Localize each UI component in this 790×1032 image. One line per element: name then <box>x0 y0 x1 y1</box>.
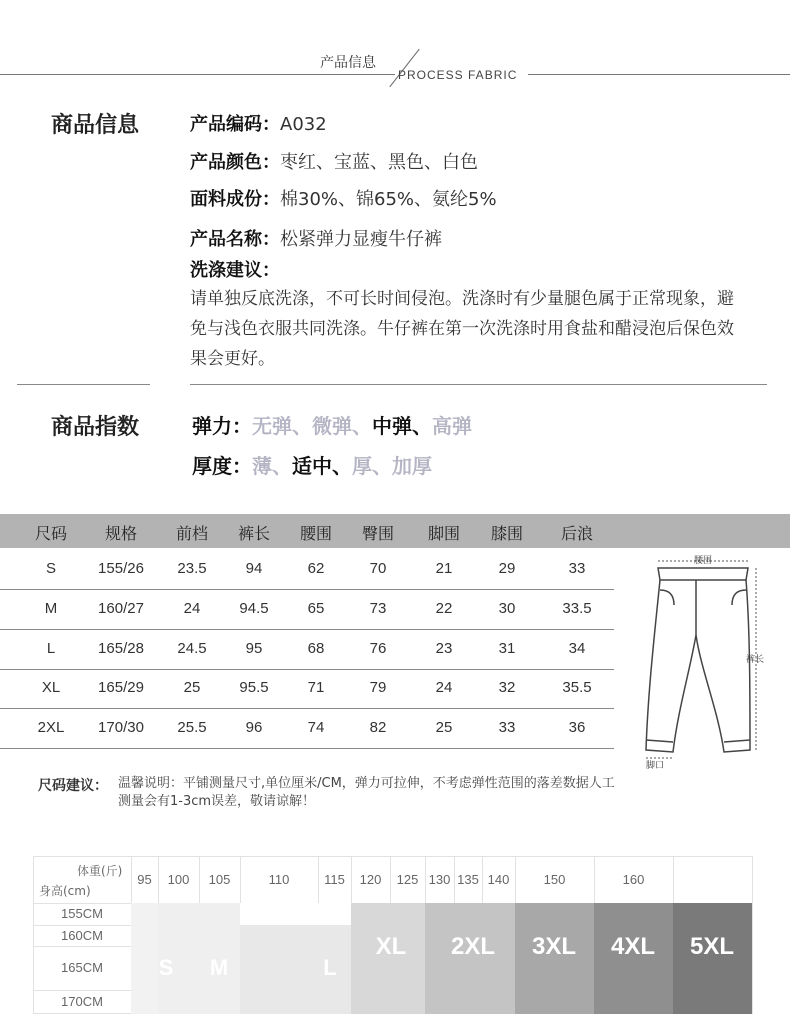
weight-header-cell: 110 <box>268 872 290 887</box>
size-zone-label: 2XL <box>450 933 496 960</box>
size-zone-label: 3XL <box>531 933 577 960</box>
size-table-cell: 24.5 <box>177 639 207 657</box>
size-zone-label: M <box>209 955 229 980</box>
thickness-label: 厚度： <box>192 454 252 478</box>
product-info-title: 商品信息 <box>51 113 140 138</box>
size-table-cell: 62 <box>307 560 325 577</box>
size-table-header-cell: 裤长 <box>237 524 271 543</box>
grid-col-line <box>390 856 391 903</box>
size-zone-label: 5XL <box>689 933 735 960</box>
elasticity-option-selected: 中弹、 <box>372 414 432 438</box>
elasticity-option: 微弹、 <box>312 414 372 438</box>
size-table-cell: 82 <box>369 719 387 737</box>
product-fabric-label: 面料成份： <box>190 189 280 210</box>
elasticity-row <box>192 410 472 439</box>
weight-header-cell: 130 <box>428 872 451 887</box>
size-zone <box>131 903 158 1014</box>
weight-header-cell: 150 <box>543 872 566 887</box>
product-code-label: 产品编码： <box>190 114 280 135</box>
size-zone-label: L <box>323 955 337 980</box>
size-table-cell: 165/29 <box>98 679 144 697</box>
size-table-cell: 33 <box>568 560 586 577</box>
size-zone-label: XL <box>375 933 407 960</box>
size-table-row <box>0 549 614 590</box>
product-name-row <box>190 225 442 251</box>
size-table-cell: 95 <box>245 639 263 657</box>
weight-header-cell: 160 <box>622 872 645 887</box>
weight-header-cell: 140 <box>487 872 510 887</box>
size-table-cell: 24 <box>183 599 201 617</box>
size-table-cell: 96 <box>245 719 263 737</box>
grid-col-line <box>594 856 595 903</box>
thickness-option: 薄、 <box>252 454 292 478</box>
size-table-header-cell: 腰围 <box>299 524 333 543</box>
size-table-row <box>0 668 614 709</box>
size-table-header-cell: 规格 <box>104 524 138 543</box>
grid-col-line <box>673 856 674 903</box>
size-table-cell: XL <box>41 679 61 697</box>
product-index-title: 商品指数 <box>51 415 140 440</box>
size-table-cell: 33 <box>498 719 516 737</box>
grid-col-line <box>158 856 159 903</box>
header-divider-right <box>528 74 790 75</box>
header-title-en: PROCESS FABRIC <box>398 68 518 82</box>
size-table-cell: 25 <box>435 719 453 737</box>
elasticity-option: 无弹、 <box>252 414 312 438</box>
grid-col-line <box>425 856 426 903</box>
weight-header-cell: 100 <box>167 872 190 887</box>
product-fabric-value: 棉30%、锦65%、氨纶5% <box>280 189 497 210</box>
size-table-cell: 24 <box>435 679 453 697</box>
size-table-header-cell: 前档 <box>175 524 209 543</box>
size-table-cell: 30 <box>498 599 516 617</box>
grid-row-line <box>33 925 131 926</box>
weight-header-cell: 120 <box>359 872 382 887</box>
grid-col-line <box>515 856 516 903</box>
weight-header-cell: 115 <box>324 872 345 887</box>
size-table-cell: 33.5 <box>562 599 592 617</box>
product-color-row <box>190 148 478 174</box>
size-table-header-cell: 脚围 <box>427 524 461 543</box>
height-label-cell: 160CM <box>61 928 103 943</box>
size-table-cell: 94 <box>245 560 263 577</box>
size-table-cell: 31 <box>498 639 516 657</box>
size-table-row <box>0 629 614 670</box>
size-table-header-cell: 膝围 <box>490 524 524 543</box>
product-fabric-row <box>190 185 497 211</box>
size-table-cell: 160/27 <box>98 599 144 617</box>
size-table-header-cell: 臀围 <box>361 524 395 543</box>
weight-header-cell: 125 <box>396 872 419 887</box>
product-code-value: A032 <box>280 114 327 135</box>
thickness-row <box>192 450 432 479</box>
size-note-text: 温馨说明：平铺测量尺寸,单位厘米/CM，弹力可拉伸，不考虑弹性范围的落差数据人工测量会有1-3cm误差，敬请谅解！ <box>118 776 615 809</box>
size-table-cell: 25 <box>183 679 201 697</box>
grid-col-line <box>318 856 319 903</box>
pants-diagram <box>638 550 770 772</box>
size-table-header-cell: 尺码 <box>34 524 68 543</box>
size-table-cell: 73 <box>369 599 387 617</box>
diagram-length-label: 裤长 <box>746 655 765 665</box>
size-table-cell: 79 <box>369 679 387 697</box>
size-table-cell: 165/28 <box>98 639 144 657</box>
grid-col-line <box>240 856 241 903</box>
size-table-cell: 71 <box>307 679 325 697</box>
size-table-cell: S <box>45 560 57 577</box>
header-title-cn: 产品信息 <box>320 55 376 71</box>
divider-right <box>190 384 767 385</box>
wash-label-row <box>190 256 280 282</box>
size-table-cell: M <box>44 599 58 617</box>
size-table-cell: L <box>46 639 56 657</box>
size-table-cell: 34 <box>568 639 586 657</box>
header-divider-left <box>0 74 395 75</box>
size-note-label: 尺码建议： <box>38 778 108 794</box>
size-table-cell: 155/26 <box>98 560 144 577</box>
grid-row-line <box>33 903 131 904</box>
size-table-cell: 94.5 <box>239 599 269 617</box>
product-color-label: 产品颜色： <box>190 152 280 173</box>
weight-header-cell: 105 <box>208 872 231 887</box>
size-table-header <box>0 514 790 548</box>
size-zone-label: 4XL <box>610 933 656 960</box>
weight-header-cell: 135 <box>457 872 479 887</box>
size-table-cell: 23 <box>435 639 453 657</box>
size-table-cell: 74 <box>307 719 325 737</box>
size-table-cell: 25.5 <box>177 719 207 737</box>
size-table-row <box>0 589 614 630</box>
height-axis-label: 身高(cm) <box>39 884 91 898</box>
size-table-cell: 21 <box>435 560 453 577</box>
grid-col-line <box>454 856 455 903</box>
size-table-cell: 22 <box>435 599 453 617</box>
size-zone-label: S <box>158 955 174 980</box>
size-table-cell: 2XL <box>37 719 65 737</box>
size-table-cell: 76 <box>369 639 387 657</box>
thickness-option: 厚、 <box>352 454 392 478</box>
product-name-label: 产品名称： <box>190 229 280 250</box>
size-table-cell: 36 <box>568 719 586 737</box>
grid-col-line <box>482 856 483 903</box>
weight-header-cell: 95 <box>137 872 152 887</box>
size-table-cell: 23.5 <box>177 560 207 577</box>
elasticity-label: 弹力： <box>192 414 252 438</box>
wash-text: 请单独反底洗涤，不可长时间侵泡。洗涤时有少量腿色属于正常现象，避免与浅色衣服共同洗涤。牛仔裤在第一次洗涤时用食盐和醋浸泡后保色效果会更好。 <box>190 289 734 369</box>
size-table-cell: 29 <box>498 560 516 577</box>
size-table-cell: 35.5 <box>562 679 592 697</box>
grid-row-line <box>33 946 131 947</box>
size-table-cell: 70 <box>369 560 387 577</box>
size-table-cell: 65 <box>307 599 325 617</box>
weight-height-grid <box>33 856 753 1016</box>
diagram-hem-label: 脚口 <box>646 761 665 771</box>
height-label-cell: 155CM <box>61 906 103 921</box>
wash-label: 洗涤建议： <box>190 260 280 281</box>
diagram-waist-label: 腰围 <box>693 556 713 566</box>
size-table-cell: 170/30 <box>98 719 144 737</box>
thickness-option-selected: 适中、 <box>292 454 352 478</box>
size-table-cell: 68 <box>307 639 325 657</box>
weight-axis-label: 体重(斤) <box>77 864 123 878</box>
height-label-cell: 165CM <box>61 960 103 975</box>
height-label-cell: 170CM <box>61 994 103 1009</box>
grid-col-line <box>351 856 352 903</box>
size-table-row <box>0 708 614 749</box>
size-table-cell: 32 <box>498 679 516 697</box>
elasticity-option: 高弹 <box>432 414 472 438</box>
size-table-cell: 95.5 <box>239 679 269 697</box>
product-color-value: 枣红、宝蓝、黑色、白色 <box>280 152 478 173</box>
size-table-header-cell: 后浪 <box>560 524 594 543</box>
grid-col-line <box>199 856 200 903</box>
thickness-option: 加厚 <box>392 454 432 478</box>
product-code-row <box>190 110 327 136</box>
grid-row-line <box>33 990 131 991</box>
product-name-value: 松紧弹力显瘦牛仔裤 <box>280 229 442 250</box>
divider-left <box>17 384 150 385</box>
